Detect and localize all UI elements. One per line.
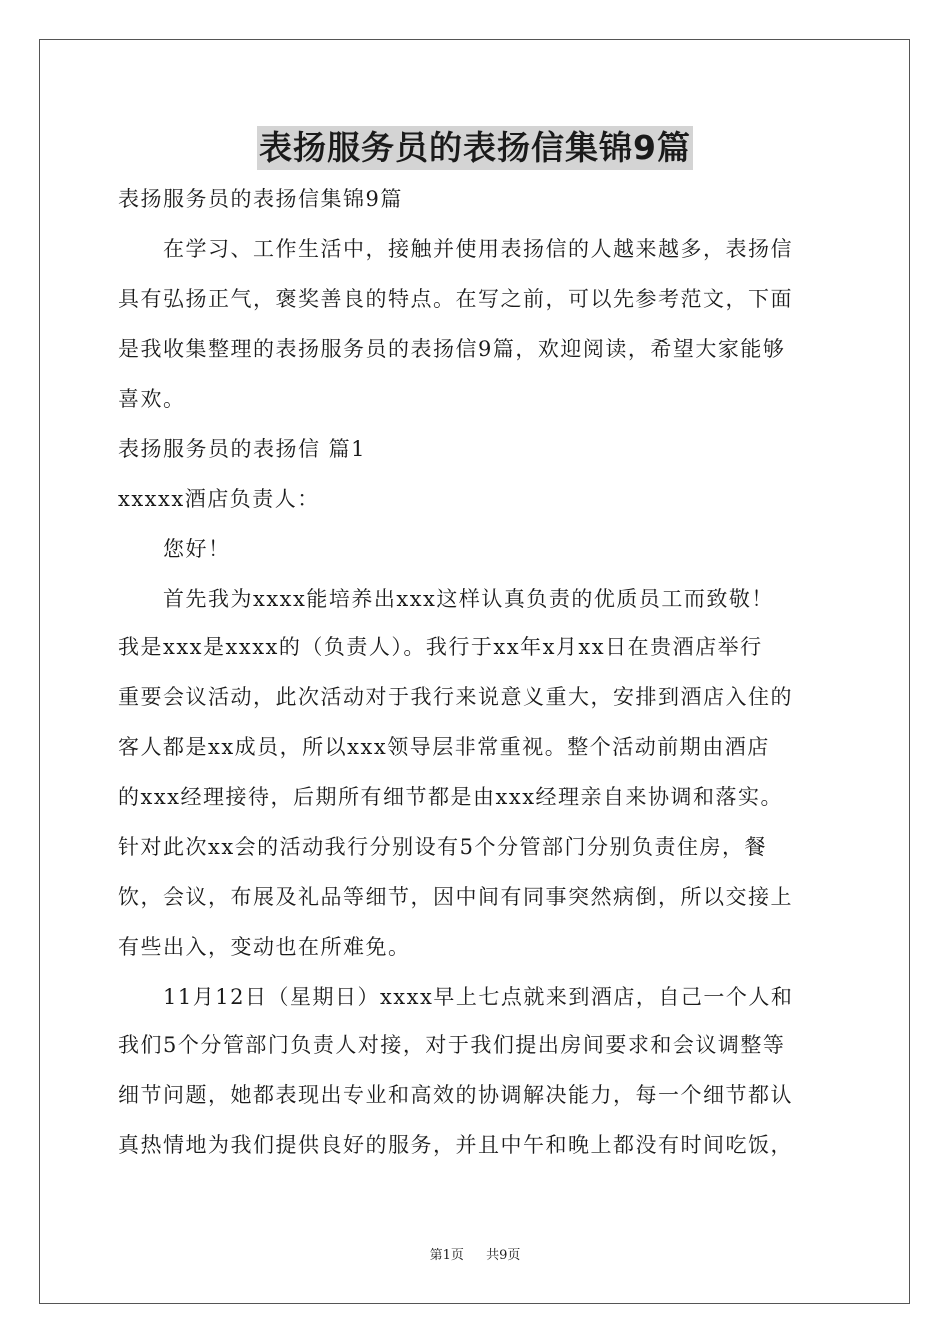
paragraph-line: 细节问题，她都表现出专业和高效的协调解决能力，每一个细节都认 xyxy=(118,1083,793,1107)
paragraph-line: 真热情地为我们提供良好的服务，并且中午和晚上都没有时间吃饭， xyxy=(118,1133,793,1157)
paragraph-line: 客人都是xx成员，所以xxx领导层非常重视。整个活动前期由酒店 xyxy=(118,735,770,759)
paragraph-line: 的xxx经理接待，后期所有细节都是由xxx经理亲自来协调和落实。 xyxy=(118,785,784,809)
page-total: 共9页 xyxy=(486,1248,521,1263)
paragraph-line: 饮，会议，布展及礼品等细节，因中间有同事突然病倒，所以交接上 xyxy=(118,885,793,909)
paragraph-line: 重要会议活动，此次活动对于我行来说意义重大，安排到酒店入住的 xyxy=(118,685,793,709)
intro-line: 是我收集整理的表扬服务员的表扬信9篇，欢迎阅读，希望大家能够 xyxy=(118,337,786,361)
document-title: 表扬服务员的表扬信集锦9篇 xyxy=(257,126,693,170)
paragraph-line: 我们5个分管部门负责人对接，对于我们提出房间要求和会议调整等 xyxy=(118,1033,786,1057)
paragraph-line: 11月12日（星期日）xxxx早上七点就来到酒店，自己一个人和 xyxy=(163,985,794,1009)
paragraph-line: 首先我为xxxx能培养出xxx这样认真负责的优质员工而致敬！ xyxy=(163,587,774,611)
paragraph-line: 有些出入，变动也在所难免。 xyxy=(118,935,411,959)
page-number: 第1页 xyxy=(429,1248,464,1263)
greeting: 您好！ xyxy=(163,537,231,561)
paragraph-line: 针对此次xx会的活动我行分别设有5个分管部门分别负责住房，餐 xyxy=(118,835,768,859)
intro-line: 喜欢。 xyxy=(118,387,186,411)
salutation: xxxxx酒店负责人： xyxy=(118,487,320,511)
intro-line: 具有弘扬正气，褒奖善良的特点。在写之前，可以先参考范文，下面 xyxy=(118,287,793,311)
title-container xyxy=(0,126,950,170)
intro-line: 在学习、工作生活中，接触并使用表扬信的人越来越多，表扬信 xyxy=(163,237,793,261)
page-border xyxy=(39,39,910,1304)
section-heading: 表扬服务员的表扬信 篇1 xyxy=(118,437,367,461)
page-footer xyxy=(0,1247,950,1265)
document-subtitle: 表扬服务员的表扬信集锦9篇 xyxy=(118,187,403,211)
paragraph-line: 我是xxx是xxxx的（负责人）。我行于xx年x月xx日在贵酒店举行 xyxy=(118,635,763,659)
